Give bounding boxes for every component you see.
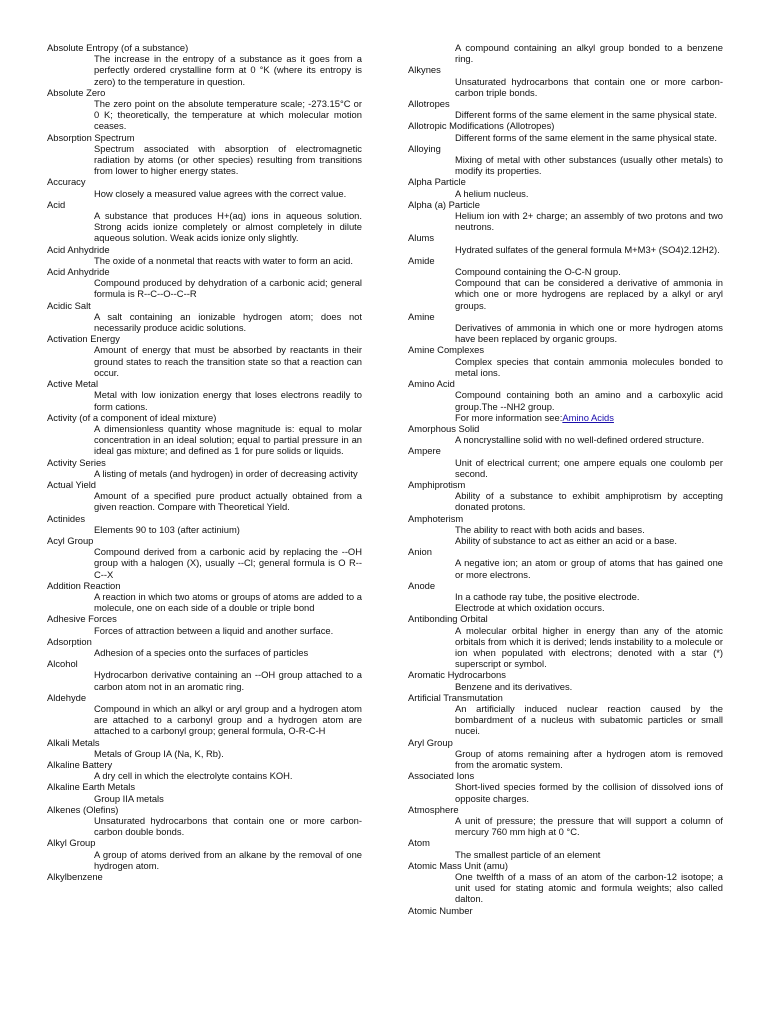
- glossary-term: Adsorption: [47, 635, 92, 647]
- glossary-entry-activity-series: [47, 457, 362, 479]
- glossary-column-left: [47, 42, 362, 882]
- glossary-entry-acid-anhydride: [47, 266, 362, 300]
- glossary-definition: Helium ion with 2+ charge; an assembly of two protons and two neutrons.: [455, 210, 723, 233]
- glossary-entry-absorption-spectrum: [47, 132, 362, 177]
- glossary-definition: Group of atoms remaining after a hydrogen atom is removed from the aromatic system.: [455, 747, 723, 770]
- glossary-entry-absolute-entropy-of-a-substance: [47, 42, 362, 87]
- glossary-definition: Complex species that contain ammonia molecules bonded to metal ions.: [455, 355, 723, 378]
- glossary-entry-allotropic-modifications-allotropes: [408, 120, 723, 142]
- glossary-term: Absolute Entropy (of a substance): [47, 42, 189, 53]
- glossary-term: Acid: [47, 198, 66, 210]
- glossary-entry-actual-yield: [47, 479, 362, 513]
- glossary-entry-alkali-metals: [47, 737, 362, 759]
- more-info-prefix: For more information see:: [455, 411, 563, 423]
- glossary-term: Amino Acid: [408, 378, 455, 390]
- glossary-term: Absolute Zero: [47, 86, 106, 98]
- glossary-term: Acidic Salt: [47, 299, 91, 311]
- glossary-definition: Compound containing both an amino and a carboxylic acid group.The --NH2 group.: [455, 389, 723, 412]
- glossary-entry-associated-ions: [408, 770, 723, 804]
- glossary-definition: A listing of metals (and hydrogen) in order of decreasing activity: [94, 467, 358, 479]
- glossary-definition: Spectrum associated with absorption of electromagnetic radiation by atoms (or other species) resulting from transitions from lower to higher energy states.: [94, 142, 362, 177]
- glossary-definition: Metal with low ionization energy that loses electrons readily to form cations.: [94, 389, 362, 412]
- glossary-entry-absolute-zero: [47, 87, 362, 132]
- glossary-entry-amorphous-solid: [408, 423, 723, 445]
- glossary-term: Alkenes (Olefins): [47, 803, 119, 815]
- glossary-term: Activity Series: [47, 456, 106, 468]
- glossary-definition: Adhesion of a species onto the surfaces of particles: [94, 646, 309, 658]
- glossary-definition: Ability of substance to act as either an acid or a base.: [455, 534, 678, 546]
- glossary-entry-aromatic-hydrocarbons: [408, 669, 723, 691]
- glossary-entry-amino-acid: [408, 378, 723, 423]
- glossary-definition: How closely a measured value agrees with the correct value.: [94, 187, 347, 199]
- glossary-term: Alpha (a) Particle: [408, 198, 480, 210]
- glossary-term: Aromatic Hydrocarbons: [408, 669, 506, 681]
- glossary-entry-atom: [408, 837, 723, 859]
- glossary-term: Adhesive Forces: [47, 613, 117, 625]
- glossary-definition: Metals of Group IA (Na, K, Rb).: [94, 747, 224, 759]
- glossary-definition: A dimensionless quantity whose magnitude is: equal to molar concentration in an ideal solution; equal to partial pressure in an ideal gas mixture; and defined as 1 for pure solids or liquids.: [94, 422, 362, 457]
- glossary-definition: Compound derived from a carbonic acid by replacing the --OH group with a halogen (X), usually --Cl; general formula is O R--C--X: [94, 546, 362, 580]
- glossary-term: Alkaline Earth Metals: [47, 781, 136, 793]
- glossary-term: Atomic Number: [408, 904, 473, 916]
- glossary-entry-ampere: [408, 445, 723, 479]
- glossary-term: Amine Complexes: [408, 344, 485, 356]
- glossary-term: Alkylbenzene: [47, 871, 103, 883]
- glossary-definition: A group of atoms derived from an alkane by the removal of one hydrogen atom.: [94, 848, 362, 871]
- glossary-entry-artificial-transmutation: [408, 692, 723, 737]
- glossary-term: Aryl Group: [408, 736, 453, 748]
- glossary-term: Anion: [408, 546, 432, 558]
- glossary-entry-activation-energy: [47, 333, 362, 378]
- glossary-entry-amide: [408, 255, 723, 311]
- glossary-definition: A substance that produces H+(aq) ions in aqueous solution. Strong acids ionize completely or almost completely in dilute aqueous solution. Weak acids ionize only slightly.: [94, 210, 362, 244]
- glossary-entry-activity-of-a-component-of-ideal-mixture: [47, 412, 362, 457]
- glossary-definition: Ability of a substance to exhibit amphiprotism by accepting donated protons.: [455, 490, 723, 513]
- glossary-definition: Elements 90 to 103 (after actinium): [94, 523, 240, 535]
- glossary-term: Amphiprotism: [408, 478, 466, 490]
- glossary-entry-anion: [408, 546, 723, 580]
- glossary-definition: Compound produced by dehydration of a carbonic acid; general formula is R--C--O--C--R: [94, 277, 362, 300]
- glossary-term: Addition Reaction: [47, 579, 121, 591]
- glossary-definition: Derivatives of ammonia in which one or more hydrogen atoms have been replaced by organic groups.: [455, 322, 723, 345]
- glossary-term: Alloying: [408, 142, 441, 154]
- glossary-term: Acid Anhydride: [47, 266, 110, 278]
- glossary-term: Acid Anhydride: [47, 243, 110, 255]
- glossary-entry-acid-anhydride: [47, 244, 362, 266]
- glossary-term: Allotropic Modifications (Allotropes): [408, 120, 555, 132]
- glossary-term: Alkali Metals: [47, 736, 100, 748]
- glossary-term: Atmosphere: [408, 803, 459, 815]
- glossary-column-right: [408, 42, 723, 916]
- glossary-definition: An artificially induced nuclear reaction caused by the bombardment of a nucleus with subatomic particles or small nucei.: [455, 702, 723, 737]
- glossary-entry-allotropes: [408, 98, 723, 120]
- glossary-definition: Compound in which an alkyl or aryl group and a hydrogen atom are attached to a carbonyl group and a hydrogen atom are attached to a carbonyl group; general formula, O-R-C-H: [94, 702, 362, 737]
- glossary-term: Amorphous Solid: [408, 422, 480, 434]
- glossary-term: Ampere: [408, 445, 441, 457]
- glossary-definition: Group IIA metals: [94, 792, 164, 804]
- glossary-term: Activation Energy: [47, 333, 120, 345]
- glossary-definition: Different forms of the same element in the same physical state.: [455, 131, 717, 143]
- glossary-definition: Amount of energy that must be absorbed by reactants in their ground states to reach the transition state so that a reaction can occur.: [94, 344, 362, 378]
- glossary-definition: The smallest particle of an element: [455, 848, 601, 860]
- glossary-definition: A noncrystalline solid with no well-defined ordered structure.: [455, 434, 705, 446]
- glossary-entry-atomic-number: [408, 905, 723, 916]
- glossary-term: Amide: [408, 254, 435, 266]
- glossary-entry-continued: [408, 42, 723, 64]
- amino-acids-link[interactable]: Amino Acids: [562, 411, 614, 423]
- glossary-entry-accuracy: [47, 176, 362, 198]
- glossary-definition: Compound containing the O-C-N group.: [455, 266, 621, 278]
- glossary-term: Activity (of a component of ideal mixture): [47, 411, 217, 423]
- glossary-definition: Hydrated sulfates of the general formula M+M3+ (SO4)2.12H2).: [455, 243, 720, 255]
- glossary-definition: Compound that can be considered a derivative of ammonia in which one or more hydrogens are replaced by a alkyl or aryl groups.: [455, 277, 723, 311]
- glossary-entry-amine: [408, 311, 723, 345]
- glossary-term: Atomic Mass Unit (amu): [408, 859, 509, 871]
- glossary-definition: Different forms of the same element in the same physical state.: [455, 109, 717, 121]
- glossary-definition: A negative ion; an atom or group of atoms that has gained one or more electrons.: [455, 557, 723, 580]
- glossary-entry-adhesive-forces: [47, 613, 362, 635]
- glossary-definition: Unit of electrical current; one ampere equals one coulomb per second.: [455, 456, 723, 479]
- glossary-entry-acidic-salt: [47, 300, 362, 334]
- glossary-definition: The oxide of a nonmetal that reacts with water to form an acid.: [94, 254, 353, 266]
- glossary-entry-active-metal: [47, 378, 362, 412]
- glossary-term: Atom: [408, 837, 430, 849]
- glossary-entry-alkenes-olefins: [47, 804, 362, 838]
- glossary-entry-alkynes: [408, 64, 723, 98]
- glossary-term: Alcohol: [47, 658, 78, 670]
- glossary-definition: A reaction in which two atoms or groups of atoms are added to a molecule, one on each side of a double or triple bond: [94, 590, 362, 614]
- glossary-entry-acyl-group: [47, 535, 362, 580]
- glossary-entry-alpha-particle: [408, 176, 723, 198]
- glossary-term: Active Metal: [47, 378, 99, 390]
- glossary-entry-antibonding-orbital: [408, 613, 723, 669]
- glossary-term: Aldehyde: [47, 691, 87, 703]
- glossary-definition: A salt containing an ionizable hydrogen atom; does not necessarily produce acidic solutions.: [94, 310, 362, 334]
- glossary-definition: A molecular orbital higher in energy than any of the atomic orbitals from which it is derived; lends instability to a molecule or ion when populated with electrons; denoted with a star (*) superscript or symbol.: [455, 624, 723, 670]
- glossary-definition: Unsaturated hydrocarbons that contain one or more carbon-carbon double bonds.: [94, 815, 362, 838]
- glossary-entry-alkylbenzene: [47, 871, 362, 882]
- glossary-definition: In a cathode ray tube, the positive electrode.: [455, 590, 640, 602]
- glossary-entry-alloying: [408, 143, 723, 177]
- more-info-line: [455, 412, 723, 423]
- glossary-entry-alkyl-group: [47, 837, 362, 871]
- glossary-term: Artificial Transmutation: [408, 691, 503, 703]
- glossary-term: Actual Yield: [47, 478, 96, 490]
- glossary-entry-alums: [408, 232, 723, 254]
- glossary-term: Associated Ions: [408, 770, 475, 782]
- glossary-definition: Electrode at which oxidation occurs.: [455, 602, 605, 614]
- glossary-definition: Hydrocarbon derivative containing an --OH group attached to a carbon atom not in an aromatic ring.: [94, 669, 362, 692]
- glossary-entry-aryl-group: [408, 737, 723, 771]
- glossary-entry-alcohol: [47, 658, 362, 692]
- glossary-term: Antibonding Orbital: [408, 613, 488, 625]
- glossary-entry-adsorption: [47, 636, 362, 658]
- glossary-definition: A unit of pressure; the pressure that will support a column of mercury 760 mm high at 0 °C.: [455, 815, 723, 838]
- glossary-term: Alkynes: [408, 64, 441, 76]
- glossary-definition: The zero point on the absolute temperature scale; -273.15°C or 0 K; theoretically, the temperature at which molecular motion ceases.: [94, 98, 362, 132]
- glossary-term: Amphoterism: [408, 512, 464, 524]
- glossary-term: Alkyl Group: [47, 837, 96, 849]
- glossary-definition: Forces of attraction between a liquid and another surface.: [94, 624, 334, 636]
- glossary-entry-anode: [408, 580, 723, 614]
- glossary-definition: Unsaturated hydrocarbons that contain one or more carbon-carbon triple bonds.: [455, 75, 723, 98]
- glossary-entry-addition-reaction: [47, 580, 362, 614]
- glossary-entry-aldehyde: [47, 692, 362, 737]
- glossary-definition: One twelfth of a mass of an atom of the carbon-12 isotope; a unit used for stating atomic and formula weights; also called dalton.: [455, 871, 723, 905]
- glossary-term: Anode: [408, 579, 436, 591]
- glossary-term: Alums: [408, 232, 435, 244]
- glossary-entry-atomic-mass-unit-amu: [408, 860, 723, 905]
- glossary-entry-actinides: [47, 513, 362, 535]
- glossary-definition: A compound containing an alkyl group bonded to a benzene ring.: [455, 42, 723, 65]
- glossary-term: Absorption Spectrum: [47, 131, 135, 143]
- glossary-entry-alpha-a-particle: [408, 199, 723, 233]
- glossary-term: Alpha Particle: [408, 176, 466, 188]
- glossary-entry-atmosphere: [408, 804, 723, 838]
- glossary-definition: The increase in the entropy of a substance as it goes from a perfectly ordered crystalline form at 0 °K (where its entropy is zero) to the temperature in question.: [94, 53, 362, 87]
- glossary-definition: Short-lived species formed by the collision of dissolved ions of opposite charges.: [455, 781, 723, 804]
- glossary-definition: Amount of a specified pure product actually obtained from a given reaction. Compare with Theoretical Yield.: [94, 490, 362, 513]
- glossary-definition: Mixing of metal with other substances (usually other metals) to modify its properties.: [455, 154, 723, 177]
- glossary-entry-amine-complexes: [408, 344, 723, 378]
- glossary-definition: A dry cell in which the electrolyte contains KOH.: [94, 770, 293, 782]
- glossary-entry-alkaline-battery: [47, 759, 362, 781]
- glossary-entry-amphiprotism: [408, 479, 723, 513]
- glossary-entry-acid: [47, 199, 362, 244]
- glossary-definition: A helium nucleus.: [455, 187, 529, 199]
- glossary-term: Alkaline Battery: [47, 759, 113, 770]
- glossary-entry-alkaline-earth-metals: [47, 781, 362, 803]
- glossary-definition: Benzene and its derivatives.: [455, 680, 573, 692]
- glossary-term: Acyl Group: [47, 534, 94, 546]
- glossary-entry-amphoterism: [408, 513, 723, 547]
- glossary-term: Accuracy: [47, 176, 86, 188]
- glossary-term: Allotropes: [408, 98, 450, 110]
- glossary-term: Actinides: [47, 512, 86, 524]
- glossary-definition: The ability to react with both acids and bases.: [455, 523, 645, 535]
- glossary-term: Amine: [408, 310, 435, 322]
